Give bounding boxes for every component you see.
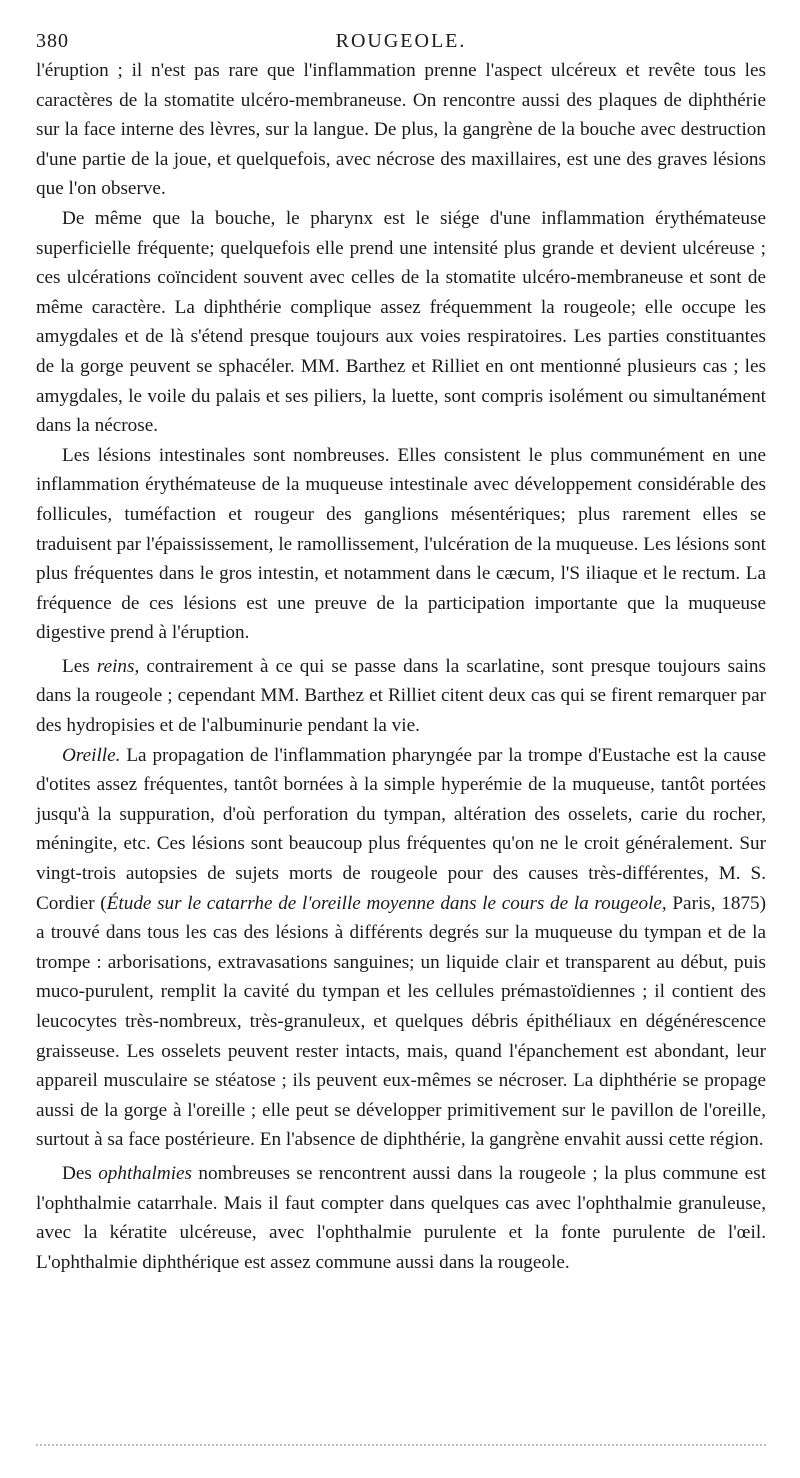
page-number: 380 bbox=[36, 30, 69, 52]
running-title: ROUGEOLE. bbox=[335, 30, 467, 52]
running-head bbox=[36, 22, 766, 56]
paragraph-text: De même que la bouche, le pharynx est le siége d'une inflammation érythémateuse superficielle fréquente; quelquefois elle prend une intensité plus grande et devient ulcéreuse ; ces ulcérations coïncident souvent avec celles de la stomatite ulcéro-membraneuse et sont de même caractère. La diphthérie complique assez fréquemment la rougeole; elle occupe les amygdales et de là s'étend presque toujours aux voies respiratoires. Les parties constituantes de la gorge peuvent se sphacéler. MM. Barthez et Rilliet en ont mentionné plusieurs cas ; les amygdales, le voile du palais et ses piliers, la luette, sont compris isolément ou simultanément dans la nécrose. bbox=[36, 207, 766, 437]
paragraph-mouth bbox=[36, 56, 766, 204]
paragraph-lead: Des bbox=[62, 1162, 99, 1184]
paragraph-kidneys bbox=[36, 652, 766, 741]
paragraph-lead: Les bbox=[62, 655, 97, 677]
body-text bbox=[36, 56, 766, 1277]
footer-divider bbox=[36, 1438, 766, 1446]
paragraph-ophthalmias bbox=[36, 1159, 766, 1277]
paragraph-text: , Paris, 1875) a trouvé dans tous les cas des lésions à différents degrés sur la muqueuse du tympan et de la trompe : arborisations, extravasations sanguines; un liquide clair et transparent au début, puis muco-purulent, remplit la cavité du tympan et les cellules prémastoïdiennes ; il contient des leucocytes très-nombreux, très-granuleux, et quelques débris épithéliaux en dégénérescence graisseuse. Les osselets peuvent rester intacts, mais, quand l'épanchement est abondant, leur appareil musculaire se stéatose ; ils peuvent eux-mêmes se nécroser. La diphthérie se propage aussi de la gorge à l'oreille ; elle peut se développer primitivement sur le pavillon de l'oreille, surtout à sa face postérieure. En l'absence de diphthérie, la gangrène envahit aussi cette région. bbox=[36, 892, 766, 1151]
paragraph-term: reins bbox=[96, 655, 135, 677]
paragraph-pharynx bbox=[36, 204, 766, 441]
citation-title: Étude sur le catarrhe de l'oreille moyenne dans le cours de la rougeole bbox=[106, 892, 662, 914]
document-page bbox=[36, 22, 766, 1277]
paragraph-text: l'éruption ; il n'est pas rare que l'inflammation prenne l'aspect ulcéreux et revête tous les caractères de la stomatite ulcéro-membraneuse. On rencontre aussi des plaques de diphthérie sur la face interne des lèvres, sur la langue. De plus, la gangrène de la bouche avec destruction d'une partie de la joue, et quelquefois, avec nécrose des maxillaires, est une des graves lésions que l'on observe. bbox=[36, 60, 766, 200]
paragraph-text: nombreuses se rencontrent aussi dans la rougeole ; la plus commune est l'ophthalmie catarrhale. Mais il faut compter dans quelques cas avec l'ophthalmie granuleuse, avec la kératite ulcéreuse, avec l'ophthalmie purulente et la fonte purulente de l'œil. L'ophthalmie diphthérique est assez commune aussi dans la rougeole. bbox=[36, 1162, 766, 1273]
paragraph-term: ophthalmies bbox=[98, 1162, 193, 1184]
paragraph-text: , contrairement à ce qui se passe dans la scarlatine, sont presque toujours sains dans la rougeole ; cependant MM. Barthez et Rilliet citent deux cas qui se firent remarquer par des hydropisies et de l'albuminurie pendant la vie. bbox=[36, 655, 766, 737]
paragraph-text: Les lésions intestinales sont nombreuses. Elles consistent le plus communément en une inflammation érythémateuse de la muqueuse intestinale avec développement considérable des follicules, tuméfaction et rougeur des ganglions mésentériques; plus rarement elles se traduisent par l'épaississement, le ramollissement, l'ulcération de la muqueuse. Les lésions sont plus fréquentes dans le gros intestin, et notamment dans le cæcum, l'S iliaque et le rectum. La fréquence de ces lésions est une preuve de la participation importante que la muqueuse digestive prend à l'éruption. bbox=[36, 444, 766, 644]
paragraph-text: La propagation de l'inflammation pharyngée par la trompe d'Eustache est la cause d'otites assez fréquentes, tantôt bornées à la simple hyperémie de la muqueuse, tantôt portées jusqu'à la suppuration, d'où perforation du tympan, altération des osselets, carie du rocher, méningite, etc. Ces lésions sont beaucoup plus fréquentes qu'on ne le croit généralement. Sur vingt-trois autopsies de sujets morts de rougeole pour des causes très-différentes, M. S. Cordier ( bbox=[36, 744, 766, 914]
paragraph-intestines bbox=[36, 441, 766, 648]
paragraph-ear bbox=[36, 741, 766, 1155]
paragraph-term: Oreille. bbox=[62, 744, 121, 766]
